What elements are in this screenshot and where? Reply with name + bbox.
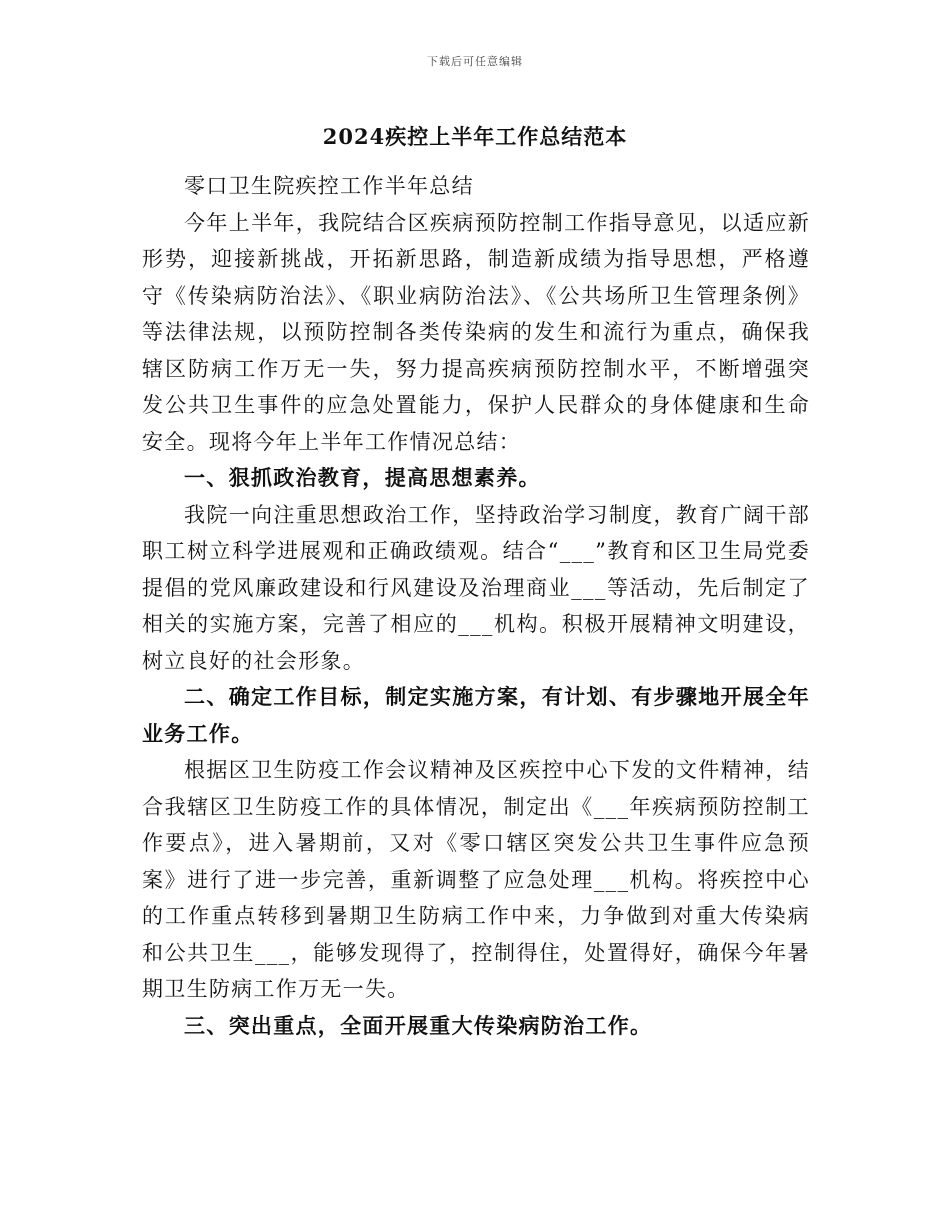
section-1-paragraph: 我院一向注重思想政治工作，坚持政治学习制度，教育广阔干部职工树立科学进展观和正确政绩观。结合“___”教育和区卫生局党委提倡的党风廉政建设和行风建设及治理商业___等活动，先后制定了相关的实施方案，完善了相应的___机构。积极开展精神文明建设，树立良好的社会形象。: [142, 502, 810, 673]
document-title: 2024疾控上半年工作总结范本: [322, 124, 628, 149]
header-note: 下载后可任意编辑: [427, 55, 523, 68]
subtitle-paragraph: 零口卫生院疾控工作半年总结: [184, 174, 474, 198]
section-heading-3: 三、突出重点，全面开展重大传染病防治工作。: [184, 1012, 653, 1038]
section-heading-2: 二、确定工作目标，制定实施方案，有计划、有步骤地开展全年业务工作。: [142, 684, 810, 746]
section-2-paragraph: 根据区卫生防疫工作会议精神及区疾控中心下发的文件精神，结合我辖区卫生防疫工作的具体情况，制定出《___年疾病预防控制工作要点》，进入暑期前，又对《零口辖区突发公共卫生事件应急预案》进行了进一步完善，重新调整了应急处理___机构。将疾控中心的工作重点转移到暑期卫生防病工作中来，力争做到对重大传染病和公共卫生___，能够发现得了，控制得住，处置得好，确保今年暑期卫生防病工作万无一失。: [142, 758, 810, 1001]
intro-paragraph: 今年上半年，我院结合区疾病预防控制工作指导意见，以适应新形势，迎接新挑战，开拓新思路，制造新成绩为指导思想，严格遵守《传染病防治法》、《职业病防治法》、《公共场所卫生管理条例》等法律法规，以预防控制各类传染病的发生和流行为重点，确保我辖区防病工作万无一失，努力提高疾病预防控制水平，不断增强突发公共卫生事件的应急处置能力，保护人民群众的身体健康和生命安全。现将今年上半年工作情况总结：: [142, 210, 810, 454]
document-body: [142, 168, 810, 1044]
section-heading-1: 一、狠抓政治教育，提高思想素养。: [184, 465, 541, 490]
